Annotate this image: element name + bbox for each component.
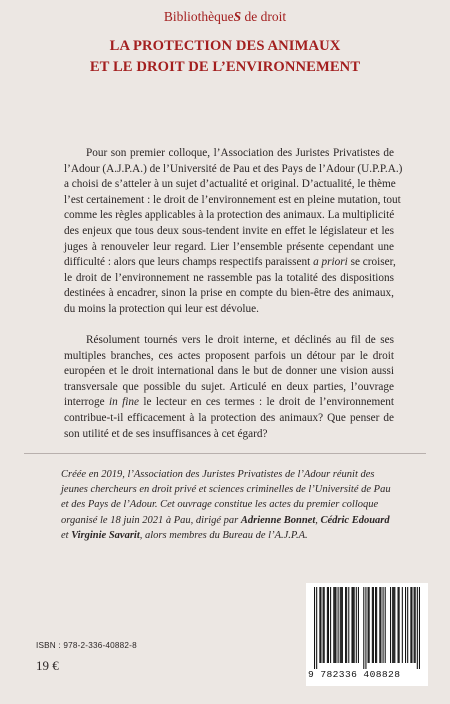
barcode-bar <box>410 587 411 663</box>
barcode-bar <box>411 587 412 663</box>
barcode-bar <box>327 587 328 663</box>
barcode-bar <box>390 587 391 663</box>
text-line: interroge in fine le lecteur en ces termes : le droit de l’environnement <box>64 396 395 409</box>
barcode-bar <box>405 587 406 663</box>
barcode-bar <box>328 587 329 663</box>
barcode <box>306 583 428 686</box>
barcode-bar <box>385 587 386 663</box>
text-line: l’Adour (A.J.P.A.) de l’Université de Pau et des Pays de l’Adour (U.P.P.A.) <box>64 162 403 175</box>
barcode-bar <box>342 587 343 663</box>
barcode-bar <box>356 587 357 663</box>
series-name: BibliothèqueS de droit <box>163 9 287 24</box>
barcode-bar <box>372 587 373 663</box>
barcode-bar <box>316 587 317 669</box>
divider <box>24 453 426 454</box>
text-line: européen et le droit international dans le but de donner une vision aussi <box>64 365 394 378</box>
barcode-bar <box>365 587 366 669</box>
text-line: son utilité et de ses insuffisances à cet égard? <box>64 427 268 440</box>
barcode-bar <box>380 587 381 663</box>
book-title <box>0 36 450 78</box>
barcode-bar <box>407 587 408 663</box>
barcode-bar <box>368 587 369 663</box>
editor-name: Adrienne Bonnet <box>240 514 316 526</box>
barcode-bar <box>402 587 403 663</box>
price: 19 € <box>36 658 59 673</box>
text-line: transversale que possible du sujet. Articulé en deux parties, l’ouvrage <box>64 380 394 393</box>
barcode-bar <box>358 587 359 663</box>
barcode-bar <box>415 587 416 663</box>
text-line: a choisi de s’atteler à un sujet d’actualité et original. D’actualité, le thème <box>64 178 396 191</box>
text-line: Résolument tournés vers le droit interne, et déclinés au fil de ses <box>86 334 394 346</box>
barcode-bar <box>334 587 335 663</box>
barcode-bar <box>393 587 394 663</box>
summary-paragraph-1 <box>64 146 403 318</box>
text-line: Pour son premier colloque, l’Association des Juristes Privatistes de <box>86 147 394 159</box>
barcode-bar <box>341 587 342 663</box>
barcode-bar <box>320 587 321 663</box>
barcode-bar <box>314 587 315 669</box>
barcode-bar <box>398 587 399 663</box>
barcode-bar <box>348 587 349 663</box>
barcode-bar <box>335 587 336 663</box>
barcode-bar <box>323 587 324 663</box>
barcode-bar <box>319 587 320 663</box>
barcode-bar <box>417 587 418 669</box>
barcode-bar <box>324 587 325 663</box>
text-line: destinées à encadrer, sinon la prise en compte du bien-être des animaux, <box>64 287 394 300</box>
barcode-bar <box>399 587 400 663</box>
editor-name: Cédric Edouard <box>320 514 390 526</box>
title-line-1: LA PROTECTION DES ANIMAUX <box>109 38 341 54</box>
barcode-bar <box>345 587 346 663</box>
text-line: des enjeux que tous deux sous-tendent invite en effet le législateur et les <box>64 224 394 237</box>
isbn: ISBN : 978-2-336-40882-8 <box>36 641 137 650</box>
barcode-bar <box>353 587 354 663</box>
text-line: l’est certainement : le droit de l’environnement est en pleine mutation, tout <box>64 193 401 206</box>
text-line: du moins la protection qui leur est dévolue. <box>64 302 259 315</box>
text-line: comme les règles applicables à la protection des animaux. La multiplicité <box>64 209 395 222</box>
barcode-bars <box>314 587 420 669</box>
text-line: multiples branches, ces actes proposent parfois un détour par le droit <box>64 349 394 362</box>
barcode-digits: 9 782336 408828 <box>308 669 401 680</box>
barcode-bar <box>392 587 393 663</box>
text-line: le droit de l’environnement ne rassemble pas la totalité des dispositions <box>64 271 394 284</box>
barcode-bar <box>419 587 420 669</box>
barcode-bar <box>414 587 415 663</box>
text-line: juges à renouveler leur regard. Lier l’ensemble présente cependant une <box>64 240 394 253</box>
text-line: contribue-t-il efficacement à la protection des animaux? Que penser de <box>64 411 394 424</box>
summary-paragraph-2 <box>64 333 394 442</box>
barcode-bar <box>379 587 380 663</box>
barcode-bar <box>376 587 377 663</box>
barcode-bar <box>375 587 376 663</box>
association-note: Créée en 2019, l’Association des Juristes Privatistes de l’Adour réunit des jeunes chercheurs en droit privé et sciences criminelles de l’Université de Pau et des Pays de l’Adour. Cet ouvrage constitue les actes du premier colloque organisé le 18 juin 2021 à Pau, dirigé par Adrienne Bonnet, Cédric Edouard et Virginie Savarit, alors membres du Bureau de l’A.J.P.A. <box>61 469 391 541</box>
barcode-bar <box>369 587 370 663</box>
barcode-bar <box>363 587 364 669</box>
barcode-bar <box>373 587 374 663</box>
barcode-bar <box>330 587 331 663</box>
barcode-bar <box>340 587 341 663</box>
barcode-bar <box>394 587 395 663</box>
text-line: difficulté : alors que leurs champs respectifs paraissent a priori se croiser, <box>64 256 396 269</box>
barcode-bar <box>346 587 347 663</box>
italic-in-fine: in fine <box>109 396 140 409</box>
barcode-bar <box>333 587 334 663</box>
barcode-bar <box>383 587 384 663</box>
editor-name: Virginie Savarit <box>71 529 140 541</box>
italic-a-priori: a priori <box>313 256 348 269</box>
barcode-bar <box>354 587 355 663</box>
barcode-bar <box>338 587 339 663</box>
title-line-2: ET LE DROIT DE L’ENVIRONNEMENT <box>89 59 361 75</box>
barcode-bar <box>351 587 352 663</box>
